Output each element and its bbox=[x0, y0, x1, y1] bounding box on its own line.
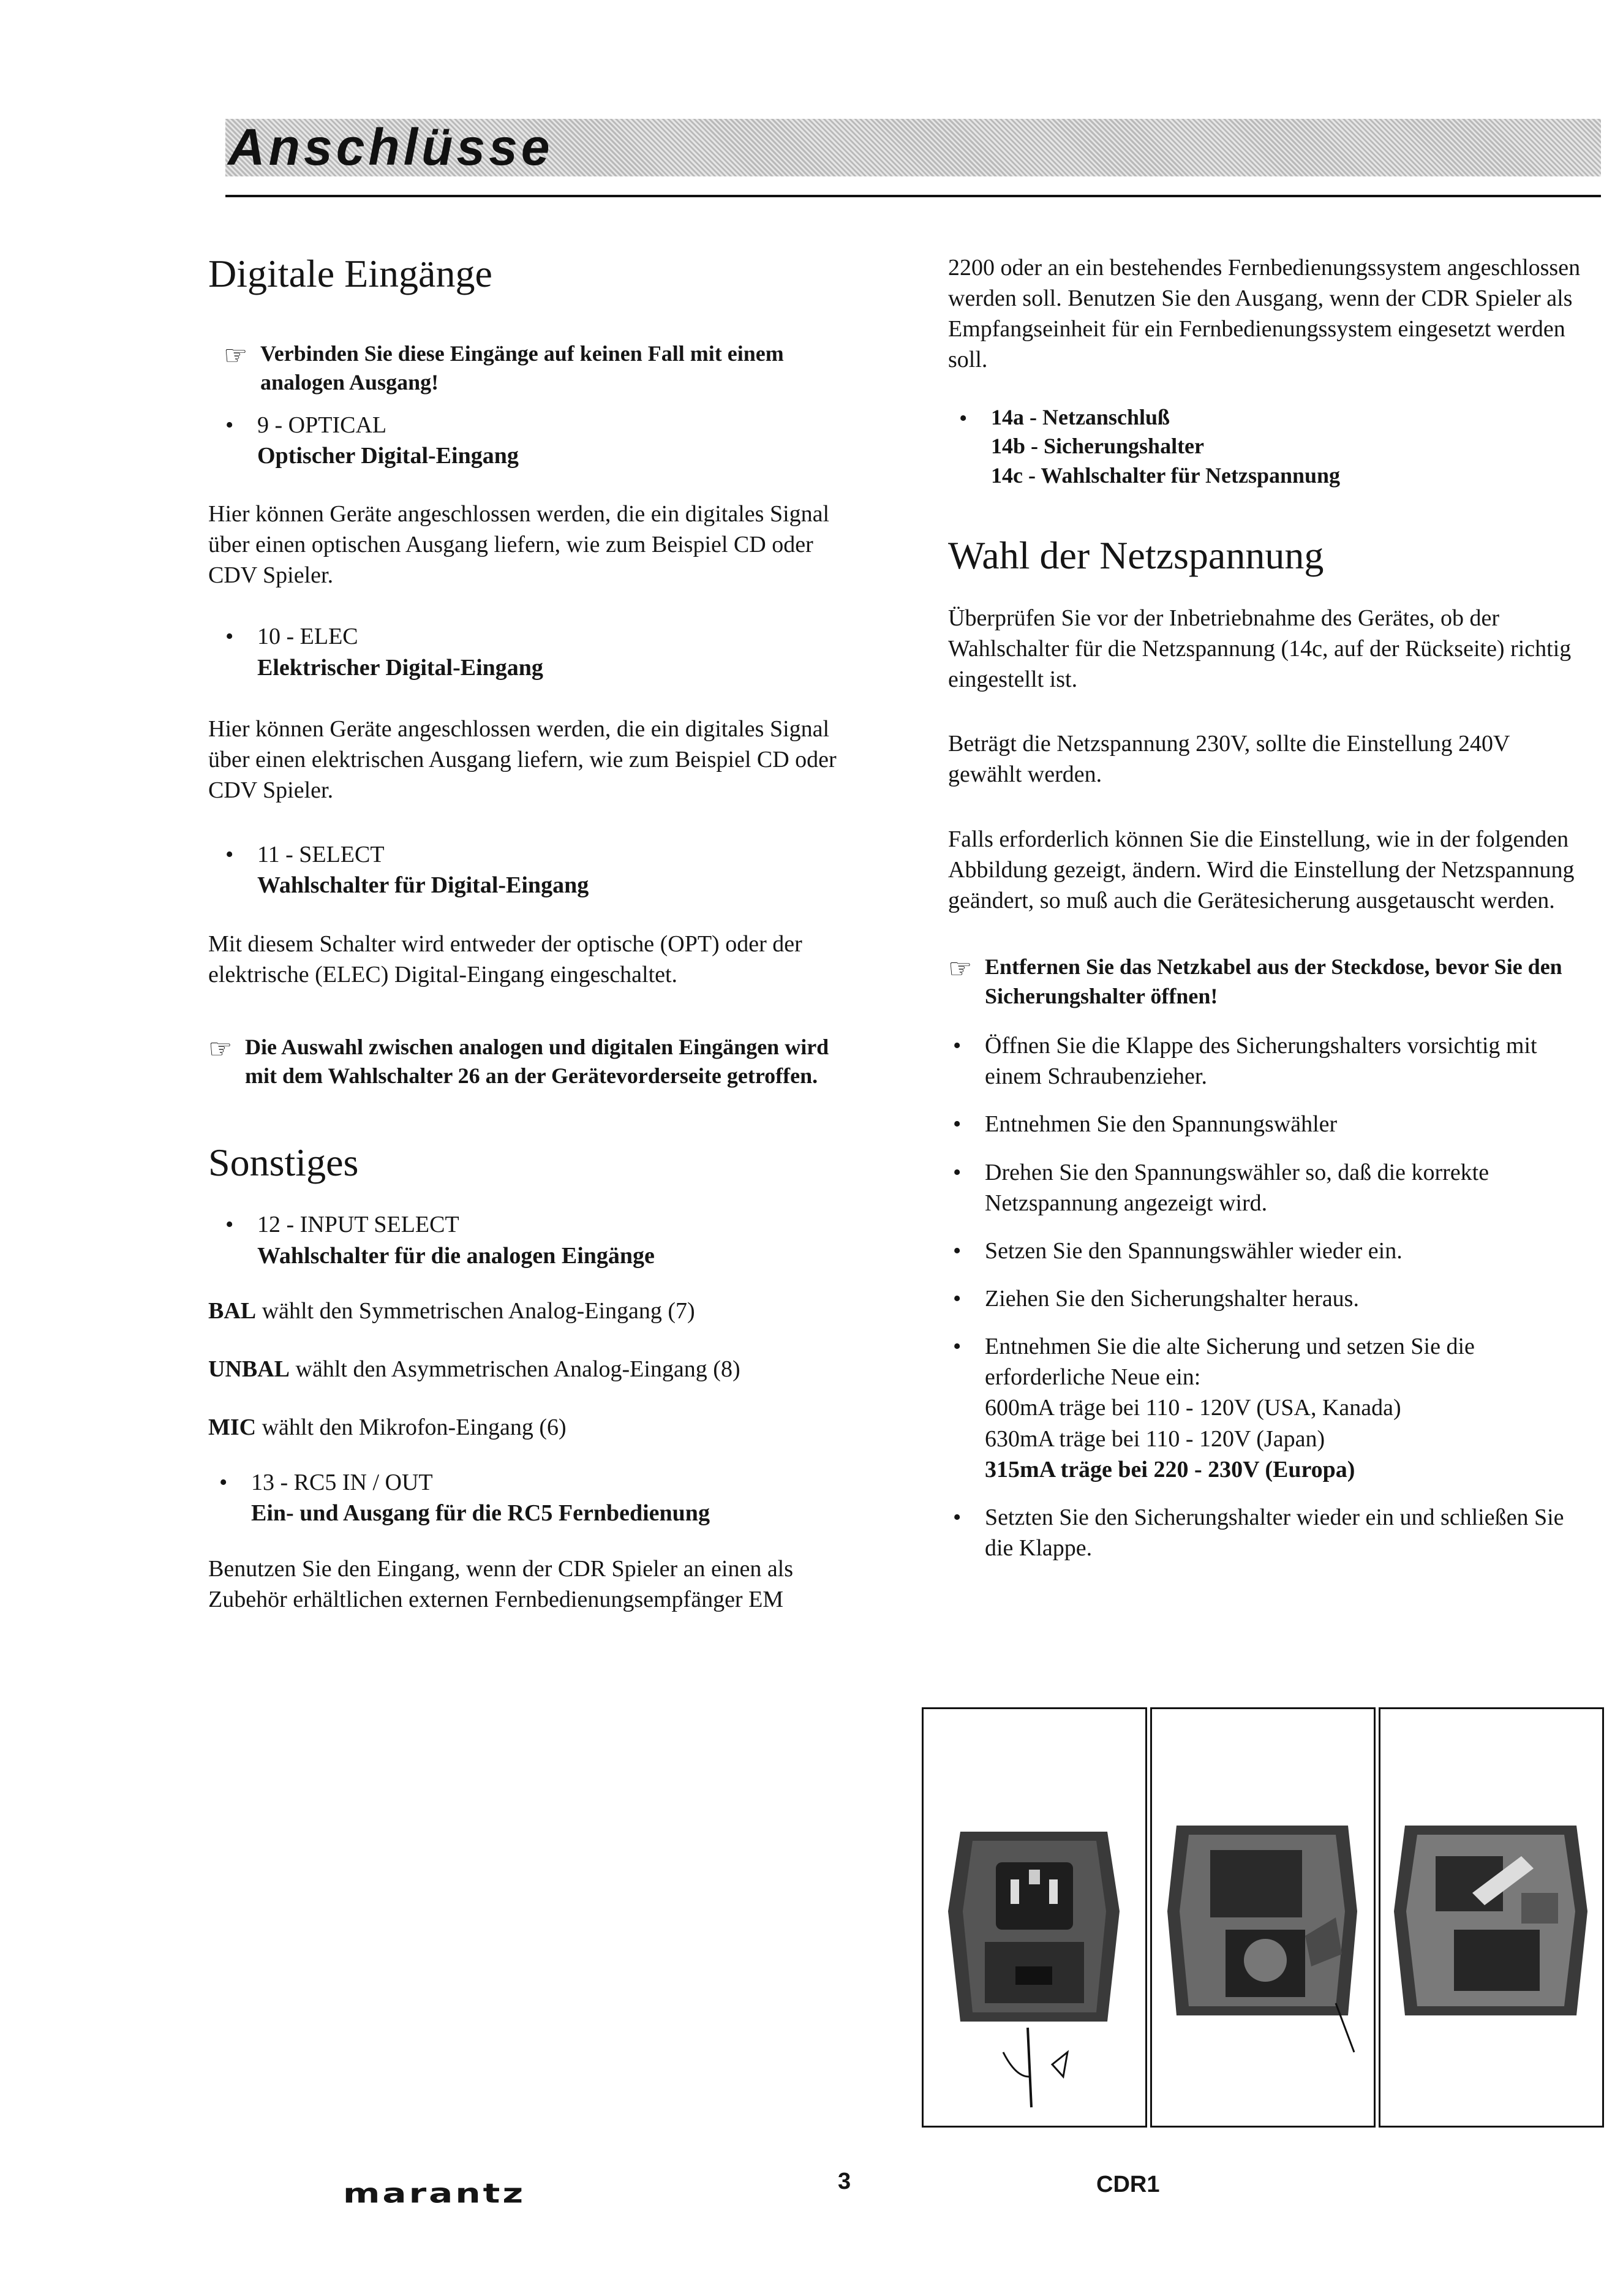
warning-note-analog: ☞ Verbinden Sie diese Eingänge auf keinen Fall mit einem analogen Ausgang! bbox=[224, 339, 873, 398]
header-rule bbox=[225, 195, 1601, 197]
v230-description: Beträgt die Netzspannung 230V, sollte die Einstellung 240V gewählt werden. bbox=[948, 731, 1510, 788]
bal-text: wählt den Symmetrischen Analog-Eingang (7) bbox=[256, 1297, 695, 1324]
item-14b: 14b - Sicherungshalter bbox=[991, 434, 1205, 459]
list-item-optical bbox=[220, 410, 860, 471]
bullet-icon: • bbox=[959, 405, 968, 431]
elec-title: 10 - ELEC bbox=[257, 624, 358, 650]
bal-line bbox=[208, 1296, 860, 1326]
marantz-logo: marantz bbox=[343, 2178, 526, 2209]
step-item: • Setzen Sie den Spannungswähler wieder ein. bbox=[948, 1236, 1585, 1266]
heading-sonstiges: Sonstiges bbox=[208, 1140, 359, 1184]
bullet-icon: • bbox=[225, 624, 234, 650]
fuse-spec-japan: 630mA träge bei 110 - 120V (Japan) bbox=[985, 1426, 1325, 1452]
check-description: Überprüfen Sie vor der Inbetriebnahme des Gerätes, ob der Wahlschalter für die Netzspannung (14c, auf der Rückseite) richtig eingestellt ist. bbox=[948, 605, 1572, 693]
bullet-icon: • bbox=[219, 1470, 228, 1496]
bullet-icon: • bbox=[953, 1111, 962, 1138]
step-item: • Öffnen Sie die Klappe des Sicherungshalters vorsichtig mit einem Schraubenzieher. bbox=[948, 1030, 1585, 1092]
change-description: Falls erforderlich können Sie die Einstellung, wie in der folgenden Abbildung gezeigt, ändern. Wird die Einstellung der Netzspannung geändert, so muß auch die Gerätesicherung ausgetauscht werden. bbox=[948, 826, 1575, 913]
unbal-text: wählt den Asymmetrischen Analog-Eingang (8) bbox=[290, 1356, 740, 1382]
page-number: 3 bbox=[838, 2169, 851, 2194]
pointing-hand-icon: ☞ bbox=[948, 954, 973, 984]
optical-title: 9 - OPTICAL bbox=[257, 412, 387, 438]
open-fuse-holder-image bbox=[1152, 1709, 1374, 2126]
photo-voltage-selector bbox=[1379, 1707, 1604, 2128]
rc5-continuation: 2200 oder an ein bestehendes Fernbedienungssystem angeschlossen werden soll. Benutzen Sie den Ausgang, wenn der CDR Spieler als Empfangseinheit für ein Fernbedienungssystem eingesetzt werden soll. bbox=[948, 255, 1581, 373]
elec-description: Hier können Geräte angeschlossen werden, die ein digitales Signal über einen elektrischen Ausgang liefern, wie zum Beispiel CD oder CDV Spieler. bbox=[208, 716, 837, 804]
right-column bbox=[948, 252, 1591, 1563]
unbal-key: UNBAL bbox=[208, 1356, 290, 1382]
rc5-description: Benutzen Sie den Eingang, wenn der CDR Spieler an einen als Zubehör erhältlichen externen Fernbedienungsempfänger EM bbox=[208, 1555, 794, 1612]
bullet-icon: • bbox=[953, 1334, 962, 1360]
select-subtitle: Wahlschalter für Digital-Eingang bbox=[257, 872, 589, 899]
power-socket-image bbox=[924, 1709, 1145, 2126]
bullet-icon: • bbox=[953, 1033, 962, 1059]
rc5-title: 13 - RC5 IN / OUT bbox=[251, 1470, 433, 1496]
list-item-input-select bbox=[220, 1209, 860, 1271]
mic-line bbox=[208, 1412, 860, 1443]
pointing-hand-icon: ☞ bbox=[224, 340, 248, 371]
page-title: Anschlüsse bbox=[228, 118, 554, 176]
list-item-elec bbox=[220, 621, 860, 682]
bullet-icon: • bbox=[953, 1504, 962, 1530]
step-item: • Entnehmen Sie den Spannungswähler bbox=[948, 1109, 1585, 1139]
list-item-select bbox=[220, 839, 860, 901]
bullet-icon: • bbox=[225, 1212, 234, 1238]
bullet-icon: • bbox=[953, 1159, 962, 1185]
list-item-rc5 bbox=[214, 1467, 860, 1528]
bullet-icon: • bbox=[225, 412, 234, 438]
fuse-spec-usa: 600mA träge bei 110 - 120V (USA, Kanada) bbox=[985, 1395, 1401, 1421]
photo-socket bbox=[922, 1707, 1147, 2128]
note-analog-digital: ☞ Die Auswahl zwischen analogen und digitalen Eingängen wird mit dem Wahlschalter 26 an der Gerätevorderseite getroffen. bbox=[208, 1033, 857, 1091]
optical-subtitle: Optischer Digital-Eingang bbox=[257, 442, 519, 469]
unbal-line bbox=[208, 1354, 860, 1384]
optical-description: Hier können Geräte angeschlossen werden, die ein digitales Signal über einen optischen Ausgang liefern, wie zum Beispiel CD oder CDV Spieler. bbox=[208, 500, 830, 589]
rc5-subtitle: Ein- und Ausgang für die RC5 Fernbedienung bbox=[251, 1500, 710, 1527]
bullet-icon: • bbox=[953, 1237, 962, 1264]
heading-wahl-der-netzspannung: Wahl der Netzspannung bbox=[948, 534, 1324, 578]
voltage-selector-image bbox=[1380, 1709, 1602, 2126]
item-14a: 14a - Netzanschluß bbox=[991, 404, 1170, 429]
photo-open-holder bbox=[1150, 1707, 1376, 2128]
bullet-icon: • bbox=[225, 842, 234, 868]
fuse-spec-europe: 315mA träge bei 220 - 230V (Europa) bbox=[985, 1456, 1355, 1482]
fuse-holder-illustrations bbox=[922, 1707, 1602, 2139]
pointing-hand-icon: ☞ bbox=[208, 1033, 233, 1064]
step-item: • Ziehen Sie den Sicherungshalter heraus. bbox=[948, 1283, 1585, 1314]
list-item-14 bbox=[954, 403, 1591, 491]
item-14c: 14c - Wahlschalter für Netzspannung bbox=[991, 463, 1341, 488]
step-item: • Setzten Sie den Sicherungshalter wieder ein und schließen Sie die Klappe. bbox=[948, 1502, 1585, 1563]
bullet-icon: • bbox=[953, 1285, 962, 1312]
model-name: CDR1 bbox=[1096, 2172, 1160, 2197]
bal-key: BAL bbox=[208, 1297, 257, 1324]
step-item-fuse: • Entnehmen Sie die alte Sicherung und setzen Sie die erforderliche Neue ein: 600mA träge bei 110 - 120V (USA, Kanada) 630mA träge bei 110 - 120V (Japan) 315mA träge bei 220 - 230V (Europa) bbox=[948, 1331, 1585, 1485]
elec-subtitle: Elektrischer Digital-Eingang bbox=[257, 654, 543, 681]
warning-note-power-cable: ☞ Entfernen Sie das Netzkabel aus der Steckdose, bevor Sie den Sicherungshalter öffnen! bbox=[948, 953, 1597, 1011]
step-item: • Drehen Sie den Spannungswähler so, daß die korrekte Netzspannung angezeigt wird. bbox=[948, 1157, 1585, 1218]
select-description: Mit diesem Schalter wird entweder der optische (OPT) oder der elektrische (ELEC) Digital-Eingang eingeschaltet. bbox=[208, 931, 802, 988]
mic-key: MIC bbox=[208, 1414, 257, 1441]
select-title: 11 - SELECT bbox=[257, 842, 385, 868]
mic-text: wählt den Mikrofon-Eingang (6) bbox=[256, 1414, 567, 1441]
input-select-subtitle: Wahlschalter für die analogen Eingänge bbox=[257, 1242, 655, 1269]
left-column bbox=[208, 251, 860, 1615]
heading-digitale-eingaenge: Digitale Eingänge bbox=[208, 252, 492, 295]
input-select-title: 12 - INPUT SELECT bbox=[257, 1212, 459, 1238]
